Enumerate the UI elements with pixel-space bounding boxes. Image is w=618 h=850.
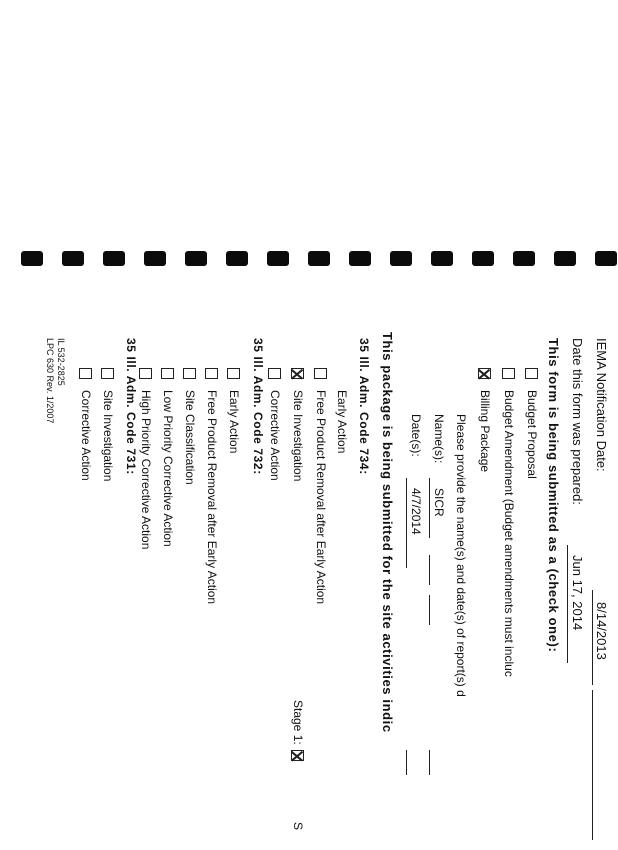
registration-mark bbox=[554, 251, 576, 266]
registration-mark bbox=[308, 251, 330, 266]
rotated-form bbox=[18, 330, 618, 850]
budget-amendment-label: Budget Amendment (Budget amendments must incluc bbox=[502, 390, 516, 677]
stage-1-label: Stage 1: bbox=[291, 700, 305, 745]
footer-revision: LPC 630 Rev. 1/2007 bbox=[45, 338, 55, 424]
section-734-corrective-action-checkbox[interactable] bbox=[268, 368, 281, 379]
section-732-early-action-label: Early Action bbox=[227, 390, 241, 454]
registration-mark bbox=[226, 251, 248, 266]
registration-mark bbox=[185, 251, 207, 266]
section-731-corrective-action-label: Corrective Action bbox=[79, 390, 93, 481]
notification-date-value: 8/14/2013 bbox=[594, 602, 609, 660]
package-heading: This package is being submitted for the site activities indic bbox=[380, 332, 395, 733]
registration-mark bbox=[349, 251, 371, 266]
report-names-rule-3 bbox=[429, 595, 430, 625]
stage-1-checkbox[interactable] bbox=[291, 750, 304, 761]
registration-mark bbox=[62, 251, 84, 266]
budget-proposal-checkbox[interactable] bbox=[525, 368, 538, 379]
budget-proposal-label: Budget Proposal bbox=[525, 390, 539, 479]
section-734-corrective-action-label: Corrective Action bbox=[268, 390, 282, 481]
billing-package-label: Billing Package bbox=[478, 390, 492, 473]
registration-mark bbox=[390, 251, 412, 266]
report-dates-label: Date(s): bbox=[409, 414, 423, 457]
section-734-heading: 35 Ill. Adm. Code 734: bbox=[357, 338, 371, 475]
section-734-early-action-label: Early Action bbox=[335, 390, 349, 454]
prepared-date-value: Jun 17, 2014 bbox=[570, 555, 585, 631]
section-734-site-investigation-label: Site Investigation bbox=[291, 390, 305, 482]
budget-amendment-checkbox[interactable] bbox=[502, 368, 515, 379]
section-732-low-priority-label: Low Priority Corrective Action bbox=[161, 390, 175, 547]
section-732-high-priority-checkbox[interactable] bbox=[139, 368, 152, 379]
report-dates-rule bbox=[406, 478, 407, 568]
notification-date-rule-extra bbox=[592, 690, 593, 840]
section-734-free-product-label: Free Product Removal after Early Action bbox=[314, 390, 328, 605]
stage-trailing-text: S bbox=[291, 822, 305, 831]
section-732-free-product-checkbox[interactable] bbox=[205, 368, 218, 379]
registration-mark bbox=[103, 251, 125, 266]
registration-mark bbox=[595, 251, 617, 266]
notification-date-label: IEMA Notification Date: bbox=[594, 338, 609, 472]
registration-mark bbox=[472, 251, 494, 266]
report-names-rule-4 bbox=[429, 750, 430, 775]
registration-mark bbox=[431, 251, 453, 266]
footer-form-number: IL 532-2825 bbox=[56, 338, 66, 386]
registration-mark bbox=[21, 251, 43, 266]
report-names-rule-2 bbox=[429, 555, 430, 585]
prepared-date-rule bbox=[567, 545, 568, 663]
section-732-high-priority-label: High Priority Corrective Action bbox=[139, 390, 153, 550]
submitted-as-heading: This form is being submitted as a (check one): bbox=[546, 338, 561, 653]
section-734-free-product-checkbox[interactable] bbox=[314, 368, 327, 379]
registration-mark bbox=[513, 251, 535, 266]
registration-mark bbox=[267, 251, 289, 266]
section-732-low-priority-checkbox[interactable] bbox=[161, 368, 174, 379]
section-731-heading: 35 Ill. Adm. Code 731: bbox=[124, 338, 138, 475]
report-names-rule bbox=[429, 478, 430, 538]
section-732-early-action-checkbox[interactable] bbox=[227, 368, 240, 379]
notification-date-rule bbox=[592, 590, 593, 685]
report-dates-value: 4/7/2014 bbox=[409, 488, 423, 535]
section-731-site-investigation-label: Site Investigation bbox=[101, 390, 115, 482]
section-731-corrective-action-checkbox[interactable] bbox=[79, 368, 92, 379]
registration-mark bbox=[144, 251, 166, 266]
report-names-value: SICR bbox=[432, 488, 446, 517]
section-732-site-classification-checkbox[interactable] bbox=[183, 368, 196, 379]
report-names-label: Name(s): bbox=[432, 414, 446, 464]
section-731-site-investigation-checkbox[interactable] bbox=[101, 368, 114, 379]
prepared-date-label: Date this form was prepared: bbox=[570, 338, 585, 505]
reports-instruction: Please provide the name(s) and date(s) of report(s) d bbox=[454, 414, 468, 697]
section-734-site-investigation-checkbox[interactable] bbox=[291, 368, 304, 379]
report-dates-rule-2 bbox=[406, 750, 407, 775]
section-732-free-product-label: Free Product Removal after Early Action bbox=[205, 390, 219, 605]
section-732-site-classification-label: Site Classification bbox=[183, 390, 197, 485]
billing-package-checkbox[interactable] bbox=[478, 368, 491, 379]
section-732-heading: 35 Ill. Adm. Code 732: bbox=[251, 338, 265, 475]
